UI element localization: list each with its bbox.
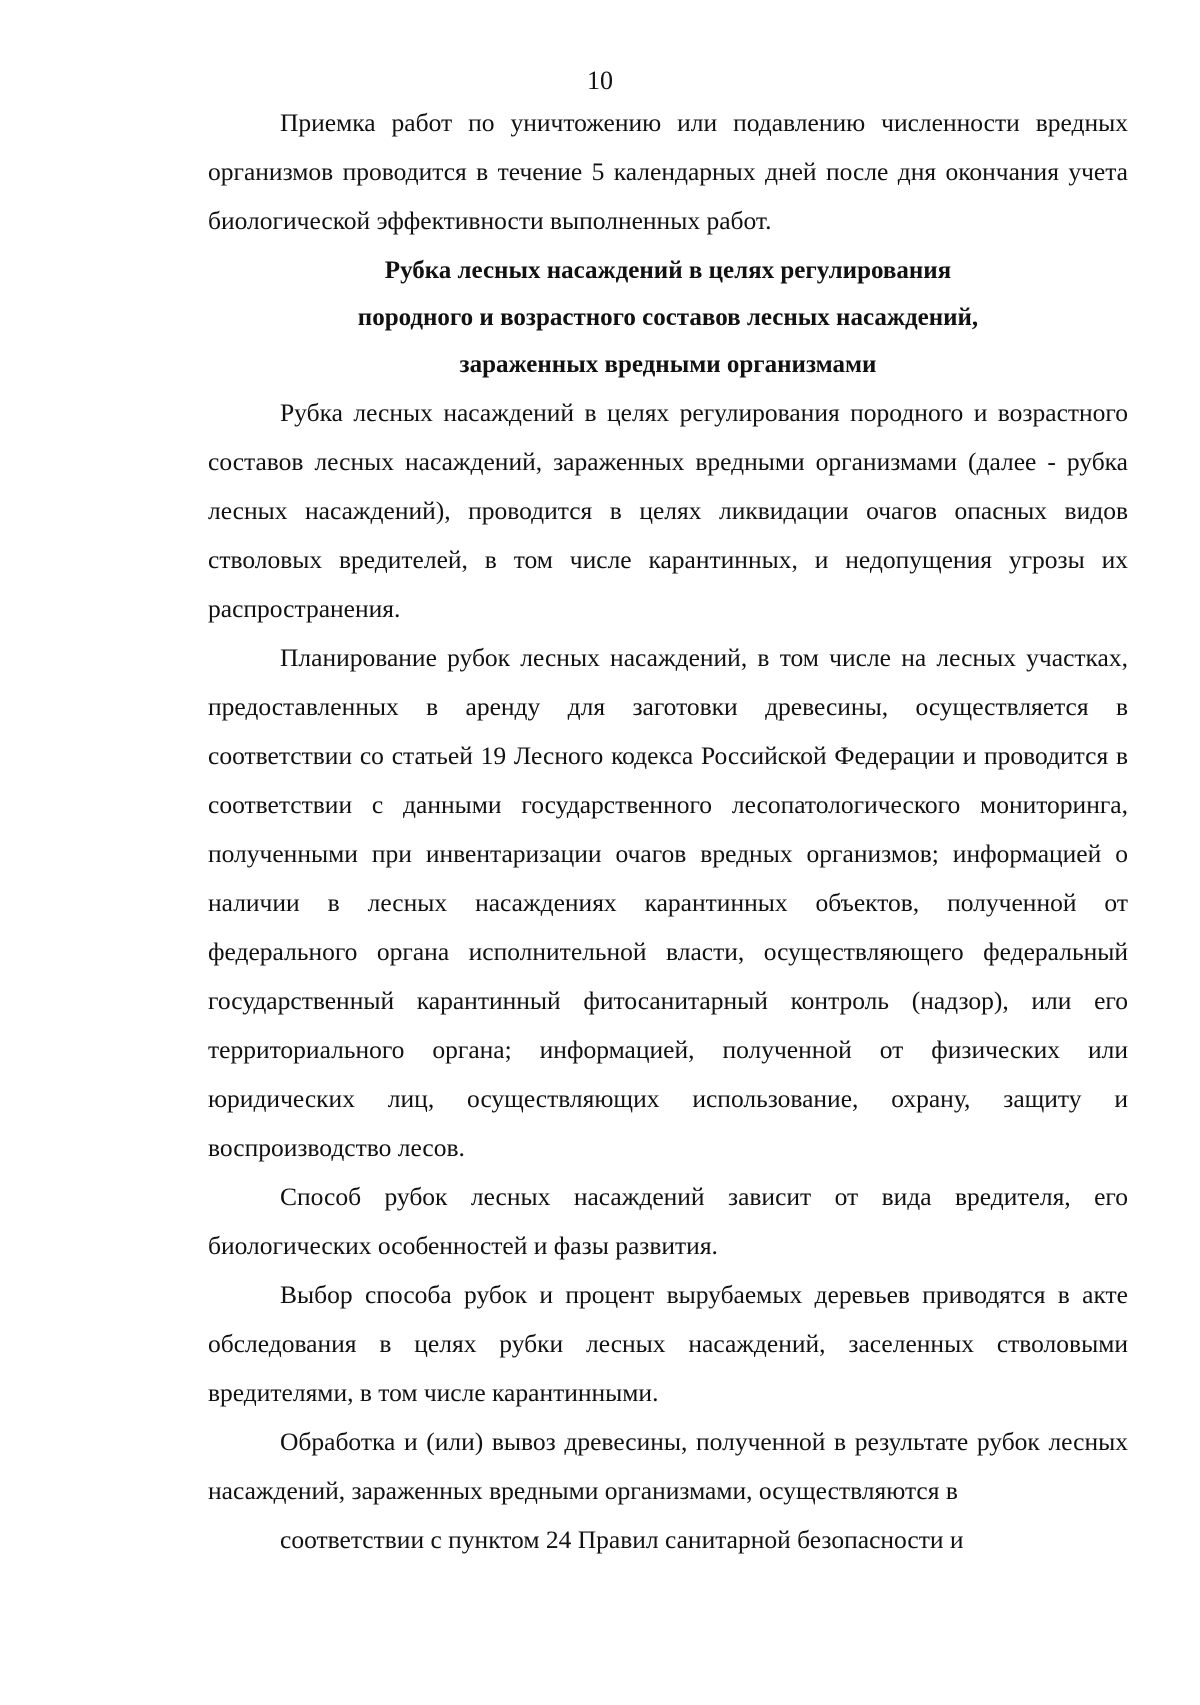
heading-line-2: породного и возрастного составов лесных насаждений, bbox=[357, 304, 979, 331]
paragraph-felling-method: Способ рубок лесных насаждений зависит от вида вредителя, его биологических особенностей и фазы развития. bbox=[208, 1182, 1128, 1260]
paragraph-wood-processing: Обработка и (или) вывоз древесины, полученной в результате рубок лесных насаждений, зараженных вредными организмами, осуществляются в bbox=[208, 1427, 1128, 1505]
paragraph-wood-processing-continued: соответствии с пунктом 24 Правил санитарной безопасности и bbox=[280, 1525, 964, 1554]
paragraph-acceptance: Приемка работ по уничтожению или подавлению численности вредных организмов проводится в течение 5 календарных дней после дня окончания учета биологической эффективности выполненных работ. bbox=[208, 108, 1128, 235]
paragraph-felling-planning: Планирование рубок лесных насаждений, в том числе на лесных участках, предоставленных в аренду для заготовки древесины, осуществляется в соответствии со статьей 19 Лесного кодекса Российской Федерации и проводится в соответствии с данными государственного лесопатологического мониторинга, полученными при инвентаризации очагов вредных организмов; информацией о наличии в лесных насаждениях карантинных объектов, полученной от федерального органа исполнительной власти, осуществляющего федеральный государственный карантинный фитосанитарный контроль (надзор), или его территориального органа; информацией, полученной от физических или юридических лиц, осуществляющих использование, охрану, защиту и воспроизводство лесов. bbox=[208, 643, 1128, 1162]
heading-line-1: Рубка лесных насаждений в целях регулирования bbox=[384, 257, 952, 284]
section-heading bbox=[208, 247, 1128, 388]
paragraph-felling-purpose: Рубка лесных насаждений в целях регулирования породного и возрастного составов лесных насаждений, зараженных вредными организмами (далее - рубка лесных насаждений), проводится в целях ликвидации очагов опасных видов стволовых вредителей, в том числе карантинных, и недопущения угрозы их распространения. bbox=[208, 398, 1128, 623]
paragraph-method-choice: Выбор способа рубок и процент вырубаемых деревьев приводятся в акте обследования в целях рубки лесных насаждений, заселенных стволовыми вредителями, в том числе карантинными. bbox=[208, 1280, 1128, 1407]
heading-line-3: зараженных вредными организмами bbox=[459, 351, 877, 378]
page-number: 10 bbox=[587, 66, 613, 95]
document-body bbox=[208, 98, 1128, 1564]
